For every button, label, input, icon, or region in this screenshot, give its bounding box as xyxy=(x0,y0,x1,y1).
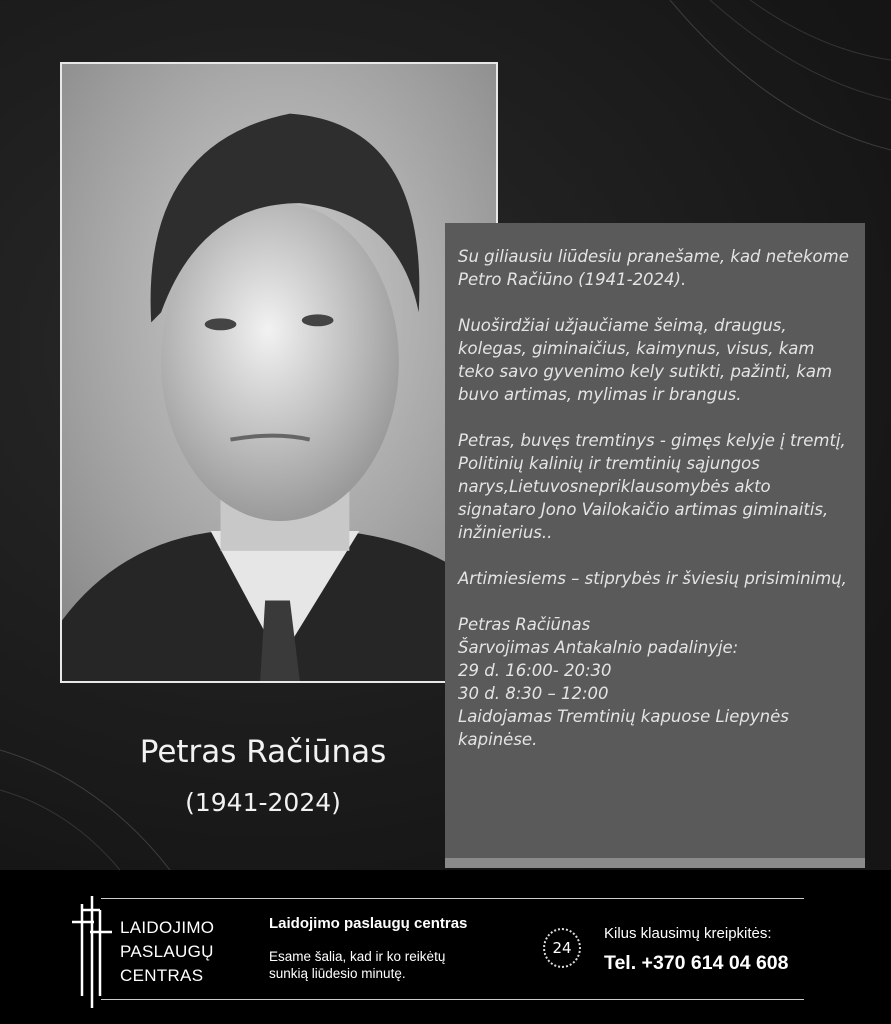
signature: Petras Račiūnas xyxy=(458,615,591,634)
slogan xyxy=(269,948,467,982)
contact-label: Kilus klausimų kreipkitės: xyxy=(604,925,772,942)
company-name: Laidojimo paslaugų centras xyxy=(269,915,468,932)
logo-line: CENTRAS xyxy=(120,966,204,985)
burial-info: Laidojamas Tremtinių kapuose Liepynės kapinėse. xyxy=(458,707,789,749)
wake-time-29: 29 d. 16:00- 20:30 xyxy=(458,661,612,680)
phone-number[interactable]: Tel. +370 614 04 608 xyxy=(604,952,789,974)
deceased-name: Petras Račiūnas xyxy=(139,734,387,770)
phone-24h-icon xyxy=(543,928,581,968)
paragraph: Nuoširdžiai užjaučiame šeimą, draugus, kolegas, giminaičius, kaimynus, visus, kam teko savo gyvenimo kely sutikti, pažinti, kam buvo artimas, mylimas ir brangus. xyxy=(458,316,833,404)
portrait-photo xyxy=(60,62,498,683)
footer xyxy=(0,870,891,1024)
obituary-text-panel xyxy=(445,223,865,868)
paragraph: Petras, buvęs tremtinys - gimęs kelyje į tremtį, Politinių kalinių ir tremtinių sąjungos narys,Lietuvosnepriklausomybės akto signataro Jono Vailokaičio artimas giminaitis, inžinierius.. xyxy=(458,431,846,542)
paragraph: Artimiesiems – stiprybės ir šviesių prisiminimų, xyxy=(458,569,847,588)
logo-line: PASLAUGŲ xyxy=(120,942,214,961)
wake-location: Šarvojimas Antakalnio padalinyje: xyxy=(458,638,739,657)
slogan-line: Esame šalia, kad ir ko reikėtų xyxy=(269,949,446,964)
life-years: (1941-2024) xyxy=(185,788,341,817)
slogan-line: sunkią liūdesio minutę. xyxy=(269,966,406,981)
leaf-decoration-icon xyxy=(650,0,891,160)
logo-text xyxy=(120,916,214,988)
wake-time-30: 30 d. 8:30 – 12:00 xyxy=(458,684,609,703)
crosses-logo-icon xyxy=(70,896,118,1008)
badge-24: 24 xyxy=(552,939,572,957)
divider xyxy=(101,999,804,1000)
divider xyxy=(101,898,804,899)
paragraph: Su giliausiu liūdesiu pranešame, kad netekome Petro Račiūno (1941-2024). xyxy=(458,247,849,289)
logo-line: LAIDOJIMO xyxy=(120,918,215,937)
